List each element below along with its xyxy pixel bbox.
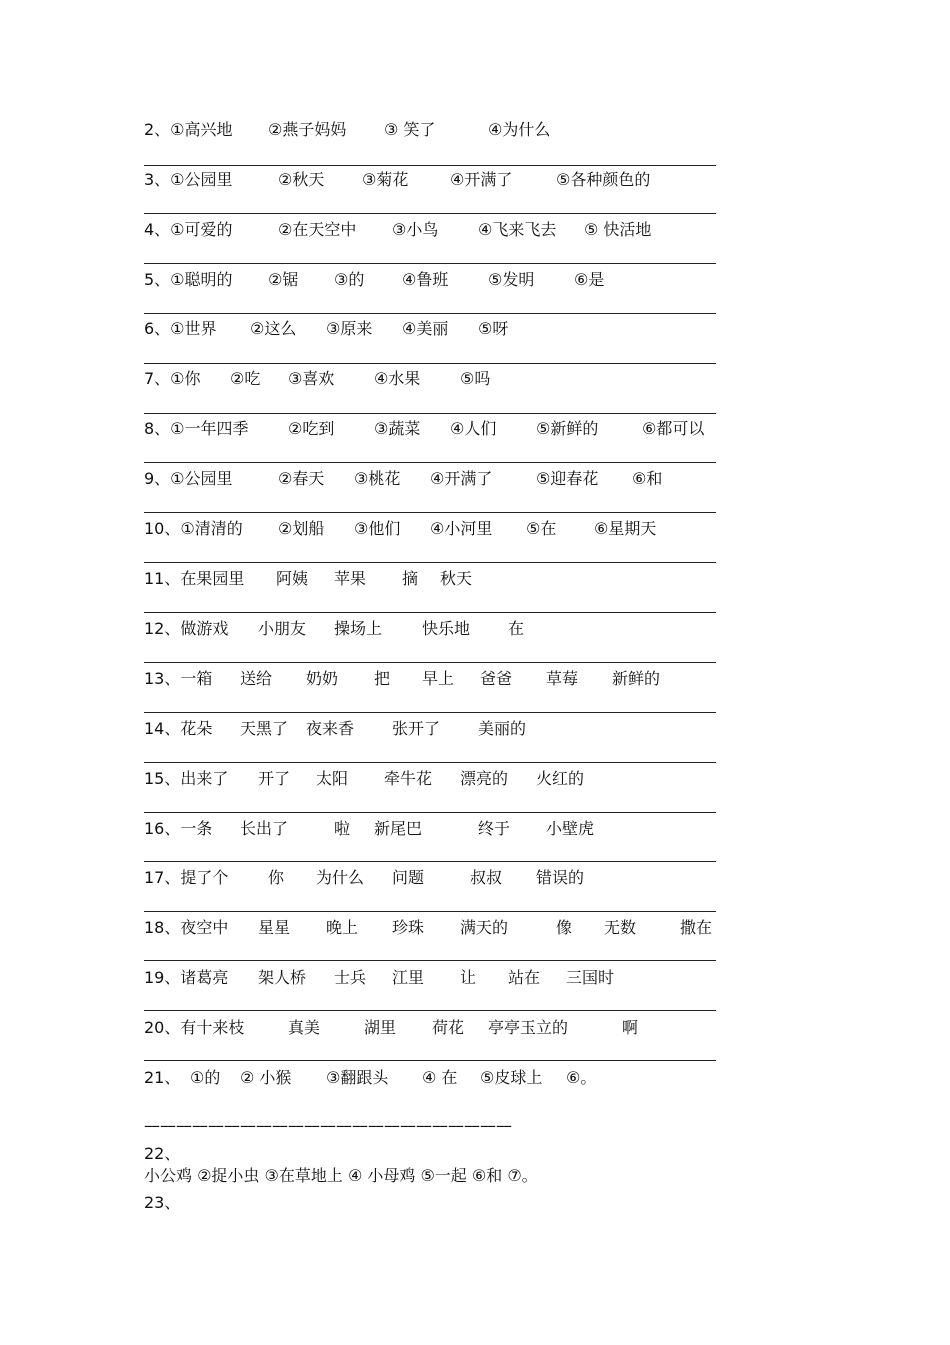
- word: 士兵: [334, 968, 367, 987]
- word: 14、花朵: [144, 719, 213, 738]
- word: ③他们: [354, 519, 401, 538]
- word: 13、一箱: [144, 669, 213, 688]
- word: 草莓: [546, 669, 579, 688]
- word: 20、有十来枝: [144, 1018, 245, 1037]
- word: 6、①世界: [144, 319, 217, 338]
- word: ②吃到: [288, 419, 335, 438]
- word: ⑤皮球上: [480, 1068, 543, 1087]
- answer-line: [144, 662, 716, 663]
- word: 18、夜空中: [144, 918, 229, 937]
- answer-line: [144, 413, 716, 414]
- word: ①的: [190, 1068, 221, 1087]
- word: 摘: [402, 569, 419, 588]
- word: 苹果: [334, 569, 367, 588]
- word: 5、①聪明的: [144, 270, 233, 289]
- word: ⑤发明: [488, 270, 535, 289]
- word: ③蔬菜: [374, 419, 421, 438]
- word: 珍珠: [392, 918, 425, 937]
- word: 开了: [258, 769, 291, 788]
- word: 奶奶: [306, 669, 339, 688]
- word: 为什么: [316, 868, 365, 887]
- word: 问题: [392, 868, 425, 887]
- word: 11、在果园里: [144, 569, 245, 588]
- word: ③翻跟头: [326, 1068, 389, 1087]
- word: ⑥星期天: [594, 519, 657, 538]
- word: 撒在: [680, 918, 713, 937]
- answer-line: [144, 263, 716, 264]
- word: 把: [374, 669, 391, 688]
- word: ④小河里: [430, 519, 493, 538]
- word: 张开了: [392, 719, 441, 738]
- question-22-text: 小公鸡 ②捉小虫 ③在草地上 ④ 小母鸡 ⑤一起 ⑥和 ⑦。: [144, 1166, 538, 1185]
- answer-line: [144, 512, 716, 513]
- answer-line: [144, 562, 716, 563]
- word: 阿姨: [276, 569, 309, 588]
- answer-line: [144, 462, 716, 463]
- word: 荷花: [432, 1018, 465, 1037]
- word: ②吃: [230, 369, 261, 388]
- word: ⑤呀: [478, 319, 509, 338]
- word: ⑤ 快活地: [584, 220, 652, 239]
- word: ②燕子妈妈: [268, 120, 347, 139]
- word: ②锯: [268, 270, 299, 289]
- word: 在: [508, 619, 525, 638]
- word: ③原来: [326, 319, 373, 338]
- word: ③小鸟: [392, 220, 439, 239]
- word: ②秋天: [278, 170, 325, 189]
- word: ④开满了: [430, 469, 493, 488]
- word: 操场上: [334, 619, 383, 638]
- word: 啦: [334, 819, 351, 838]
- word: 湖里: [364, 1018, 397, 1037]
- word: ④为什么: [488, 120, 551, 139]
- answer-line: [144, 313, 716, 314]
- word: 送给: [240, 669, 273, 688]
- word: 天黑了: [240, 719, 289, 738]
- question-23-number: 23、: [144, 1193, 181, 1212]
- word: 牵牛花: [384, 769, 433, 788]
- word: ⑥是: [574, 270, 605, 289]
- answer-line: [144, 861, 716, 862]
- word: 7、①你: [144, 369, 201, 388]
- answer-line: [144, 213, 716, 214]
- question-22-number: 22、: [144, 1144, 181, 1163]
- word: 2、①高兴地: [144, 120, 233, 139]
- word: 小朋友: [258, 619, 307, 638]
- word: ④水果: [374, 369, 421, 388]
- word: 无数: [604, 918, 637, 937]
- answer-line: [144, 1060, 716, 1061]
- word: 美丽的: [478, 719, 527, 738]
- word: ③菊花: [362, 170, 409, 189]
- word: ③桃花: [354, 469, 401, 488]
- word: ⑤吗: [460, 369, 491, 388]
- word: ④人们: [450, 419, 497, 438]
- answer-line: [144, 960, 716, 961]
- word: ③的: [334, 270, 365, 289]
- answer-line: [144, 1010, 716, 1011]
- word: ④ 在: [422, 1068, 458, 1087]
- word: 19、诸葛亮: [144, 968, 229, 987]
- word: 3、①公园里: [144, 170, 233, 189]
- word: 三国时: [566, 968, 615, 987]
- word: 夜来香: [306, 719, 355, 738]
- word: 17、提了个: [144, 868, 229, 887]
- answer-line: [144, 911, 716, 912]
- word: 叔叔: [470, 868, 503, 887]
- word: 早上: [422, 669, 455, 688]
- word: ④飞来飞去: [478, 220, 557, 239]
- word: 长出了: [240, 819, 289, 838]
- word: 终于: [478, 819, 511, 838]
- word: 9、①公园里: [144, 469, 233, 488]
- answer-line: [144, 712, 716, 713]
- word: ⑤各种颜色的: [556, 170, 651, 189]
- word: 秋天: [440, 569, 473, 588]
- word: 让: [460, 968, 477, 987]
- word: ④开满了: [450, 170, 513, 189]
- word: ②春天: [278, 469, 325, 488]
- word: 15、出来了: [144, 769, 229, 788]
- word: 你: [268, 868, 285, 887]
- word: 满天的: [460, 918, 509, 937]
- word: 16、一条: [144, 819, 213, 838]
- word: 快乐地: [422, 619, 471, 638]
- word: 21、: [144, 1068, 181, 1087]
- word: 架人桥: [258, 968, 307, 987]
- word: ③ 笑了: [384, 120, 436, 139]
- word: 错误的: [536, 868, 585, 887]
- word: ⑥。: [566, 1068, 597, 1087]
- dashed-answer-line: ———————————————————————: [144, 1116, 512, 1135]
- word: 站在: [508, 968, 541, 987]
- word: ⑥和: [632, 469, 663, 488]
- word: ②划船: [278, 519, 325, 538]
- word: ② 小猴: [240, 1068, 292, 1087]
- word: ⑤在: [526, 519, 557, 538]
- word: ④美丽: [402, 319, 449, 338]
- word: 漂亮的: [460, 769, 509, 788]
- word: 太阳: [316, 769, 349, 788]
- word: 亭亭玉立的: [488, 1018, 569, 1037]
- answer-line: [144, 363, 716, 364]
- word: ②这么: [250, 319, 297, 338]
- word: ⑤迎春花: [536, 469, 599, 488]
- answer-line: [144, 165, 716, 166]
- word: ③喜欢: [288, 369, 335, 388]
- word: 星星: [258, 918, 291, 937]
- word: 江里: [392, 968, 425, 987]
- answer-line: [144, 612, 716, 613]
- word: 12、做游戏: [144, 619, 229, 638]
- word: ⑥都可以: [642, 419, 705, 438]
- word: 新鲜的: [612, 669, 661, 688]
- word: 新尾巴: [374, 819, 423, 838]
- answer-line: [144, 762, 716, 763]
- word: 小壁虎: [546, 819, 595, 838]
- word: ⑤新鲜的: [536, 419, 599, 438]
- word: 爸爸: [480, 669, 513, 688]
- word: ②在天空中: [278, 220, 357, 239]
- word: 晚上: [326, 918, 359, 937]
- word: ④鲁班: [402, 270, 449, 289]
- word: 像: [556, 918, 573, 937]
- word: 10、①清清的: [144, 519, 243, 538]
- word: 8、①一年四季: [144, 419, 249, 438]
- word: 啊: [622, 1018, 639, 1037]
- word: 4、①可爱的: [144, 220, 233, 239]
- answer-line: [144, 812, 716, 813]
- word: 火红的: [536, 769, 585, 788]
- word: 真美: [288, 1018, 321, 1037]
